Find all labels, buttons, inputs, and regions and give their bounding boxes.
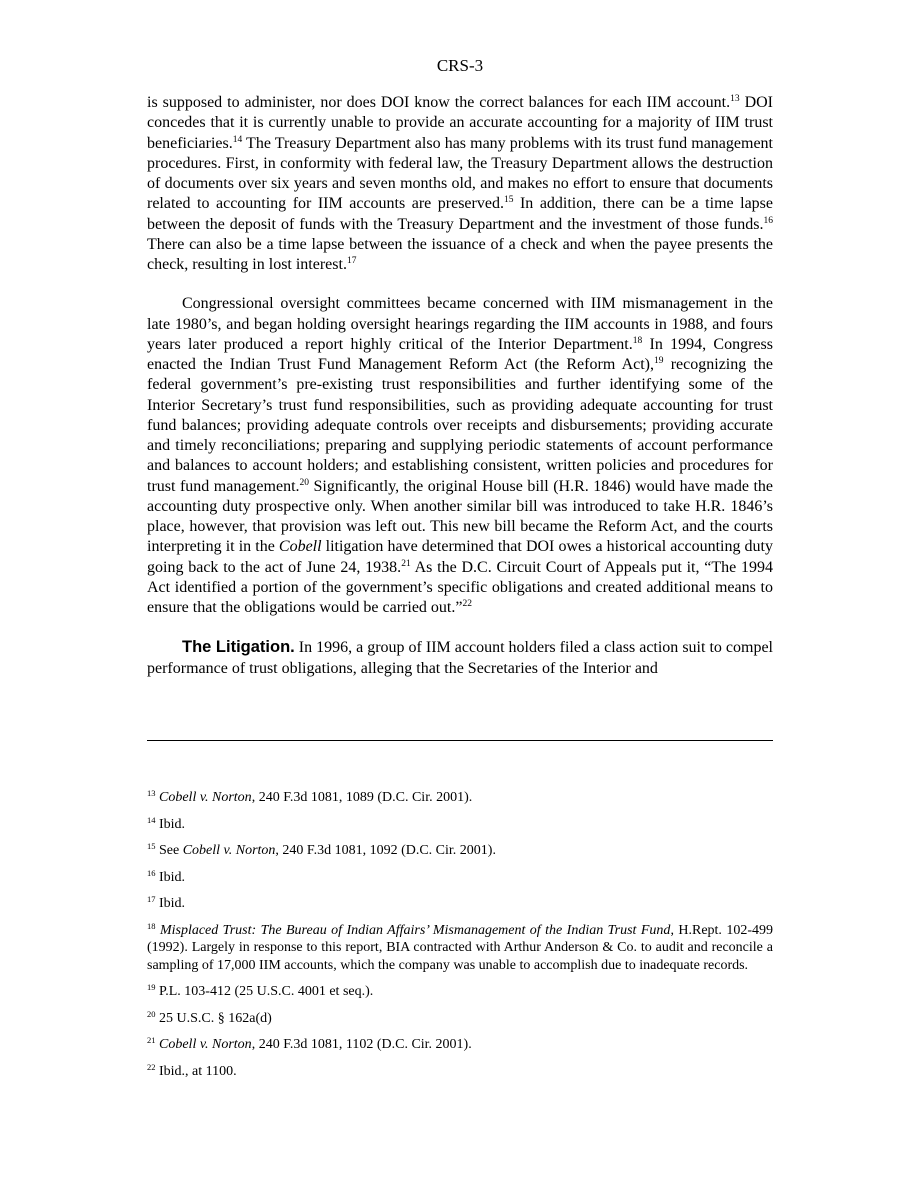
case-name: Cobell v. Norton — [159, 790, 252, 805]
section-heading: The Litigation. — [182, 638, 295, 657]
footnote — [147, 895, 773, 913]
footnote-number: 19 — [147, 982, 156, 992]
footnote-number: 17 — [147, 894, 156, 904]
text-run: In 1994, Congress enacted the Indian Trust Fund Management Reform Act (the Reform Act), — [147, 335, 773, 373]
footnote-number: 21 — [147, 1035, 156, 1045]
footnote-ref: 16 — [763, 215, 773, 226]
text-run: Significantly, the original House bill (H.R. 1846) would have made the accounting duty prospective only. When another similar bill was introduced to take H.R. 1846’s place, however, that provision was left out. This new bill became the Reform Act, and the courts interpreting it in the — [147, 477, 774, 556]
footnote-text: Ibid. — [159, 896, 186, 911]
text-run: In addition, there can be a time lapse between the deposit of funds with the Treasury Department and the investment of those funds. — [147, 195, 773, 233]
page-number-header: CRS-3 — [436, 56, 484, 75]
paragraph-2 — [147, 294, 773, 618]
footnote — [147, 1010, 773, 1028]
footnote — [147, 869, 773, 887]
case-name: Cobell — [278, 538, 322, 556]
footnote-text: , 240 F.3d 1081, 1092 (D.C. Cir. 2001). — [275, 843, 496, 858]
footnote — [147, 922, 773, 975]
footnote-ref: 15 — [503, 195, 514, 206]
text-run: recognizing the federal government’s pre-existing trust responsibilities and further identifying some of the Interior Secretary’s trust fund responsibilities, such as providing adequate accounting for trust fund balances; providing adequate controls over receipts and disbursements; providing accurate and timely reconciliations; preparing and supplying periodic statements of account performance and balances to account holders; and establishing consistent, written policies and procedures for trust fund management. — [147, 356, 773, 495]
footnote-text: P.L. 103-412 (25 U.S.C. 4001 et seq.). — [159, 984, 374, 999]
footnote — [147, 842, 773, 860]
footnote-text: , 240 F.3d 1081, 1102 (D.C. Cir. 2001). — [251, 1037, 472, 1052]
footnote-ref: 22 — [462, 599, 472, 609]
text-run: is supposed to administer, nor does DOI know the correct balances for each IIM account. — [147, 94, 731, 111]
footnote-number: 18 — [147, 920, 156, 931]
footnote-number: 14 — [147, 814, 156, 825]
footnote-text: See — [159, 843, 183, 858]
footnote-number: 22 — [147, 1061, 156, 1072]
paragraph-1 — [147, 93, 773, 275]
text-run: As the D.C. Circuit Court of Appeals put it, “The 1994 Act identified a portion of the government’s specific obligations and created additional means to ensure that the obligations would be carried out.” — [147, 558, 773, 616]
text-run: There can also be a time lapse between the issuance of a check and when the payee presents the check, resulting in lost interest. — [147, 235, 773, 273]
footnote — [147, 816, 773, 834]
footnote-text: 25 U.S.C. § 162a(d) — [159, 1010, 272, 1026]
footnote-ref: 19 — [654, 356, 664, 366]
footnote-ref: 20 — [299, 477, 310, 488]
footnote-ref: 21 — [401, 558, 411, 569]
footnote — [147, 1036, 773, 1054]
case-name: Cobell v. Norton — [159, 1037, 252, 1052]
case-name: Cobell v. Norton — [182, 843, 276, 858]
footnote — [147, 789, 773, 807]
footnotes — [147, 789, 773, 1089]
text-run: DOI concedes that it is currently unable to provide an accurate accounting for a majority of IIM trust beneficiaries. — [147, 94, 774, 152]
footnote — [147, 983, 773, 1001]
footnote-number: 20 — [147, 1008, 156, 1019]
footnote — [147, 1063, 773, 1081]
footnote-text: , H.Rept. 102-499 (1992). Largely in response to this report, BIA contracted with Arthur Anderson & Co. to audit and reconcile a sampling of 17,000 IIM accounts, which the company was unable to accomplish due to inadequate records. — [147, 922, 774, 973]
text-run: The Treasury Department also has many problems with its trust fund management procedures. First, in conformity with federal law, the Treasury Department allows the destruction of documents over six years and seven months old, and makes no effort to ensure that documents related to accounting for IIM accounts are preserved. — [147, 134, 773, 213]
footnote-ref: 14 — [232, 134, 243, 145]
footnote-ref: 13 — [730, 94, 740, 104]
footnote-text: Ibid. — [159, 816, 186, 832]
footnote-number: 15 — [147, 841, 156, 851]
text-run: Congressional oversight committees became concerned with IIM mismanagement in the late 1980’s, and began holding oversight hearings regarding the IIM accounts in 1988, and fours years later produced a report highly critical of the Interior Department. — [147, 295, 773, 353]
footnote-text: , 240 F.3d 1081, 1089 (D.C. Cir. 2001). — [251, 790, 473, 805]
footnote-ref: 17 — [346, 256, 357, 266]
footnote-number: 13 — [147, 788, 156, 798]
footnote-ref: 18 — [632, 335, 643, 346]
footnote-text: Ibid., at 1100. — [159, 1063, 237, 1079]
body-text — [147, 93, 773, 679]
paragraph-3 — [147, 637, 773, 679]
text-run: litigation have determined that DOI owes a historical accounting duty going back to the act of June 24, 1938. — [147, 538, 773, 576]
report-title: Misplaced Trust: The Bureau of Indian Affairs’ Mismanagement of the Indian Trust Fund — [159, 922, 671, 938]
footnote-number: 16 — [147, 867, 156, 878]
footnote-text: Ibid. — [159, 869, 186, 885]
text-run: In 1996, a group of IIM account holders filed a class action suit to compel performance of trust obligations, alleging that the Secretaries of the Interior and — [147, 639, 773, 677]
footnote-divider — [147, 740, 773, 741]
